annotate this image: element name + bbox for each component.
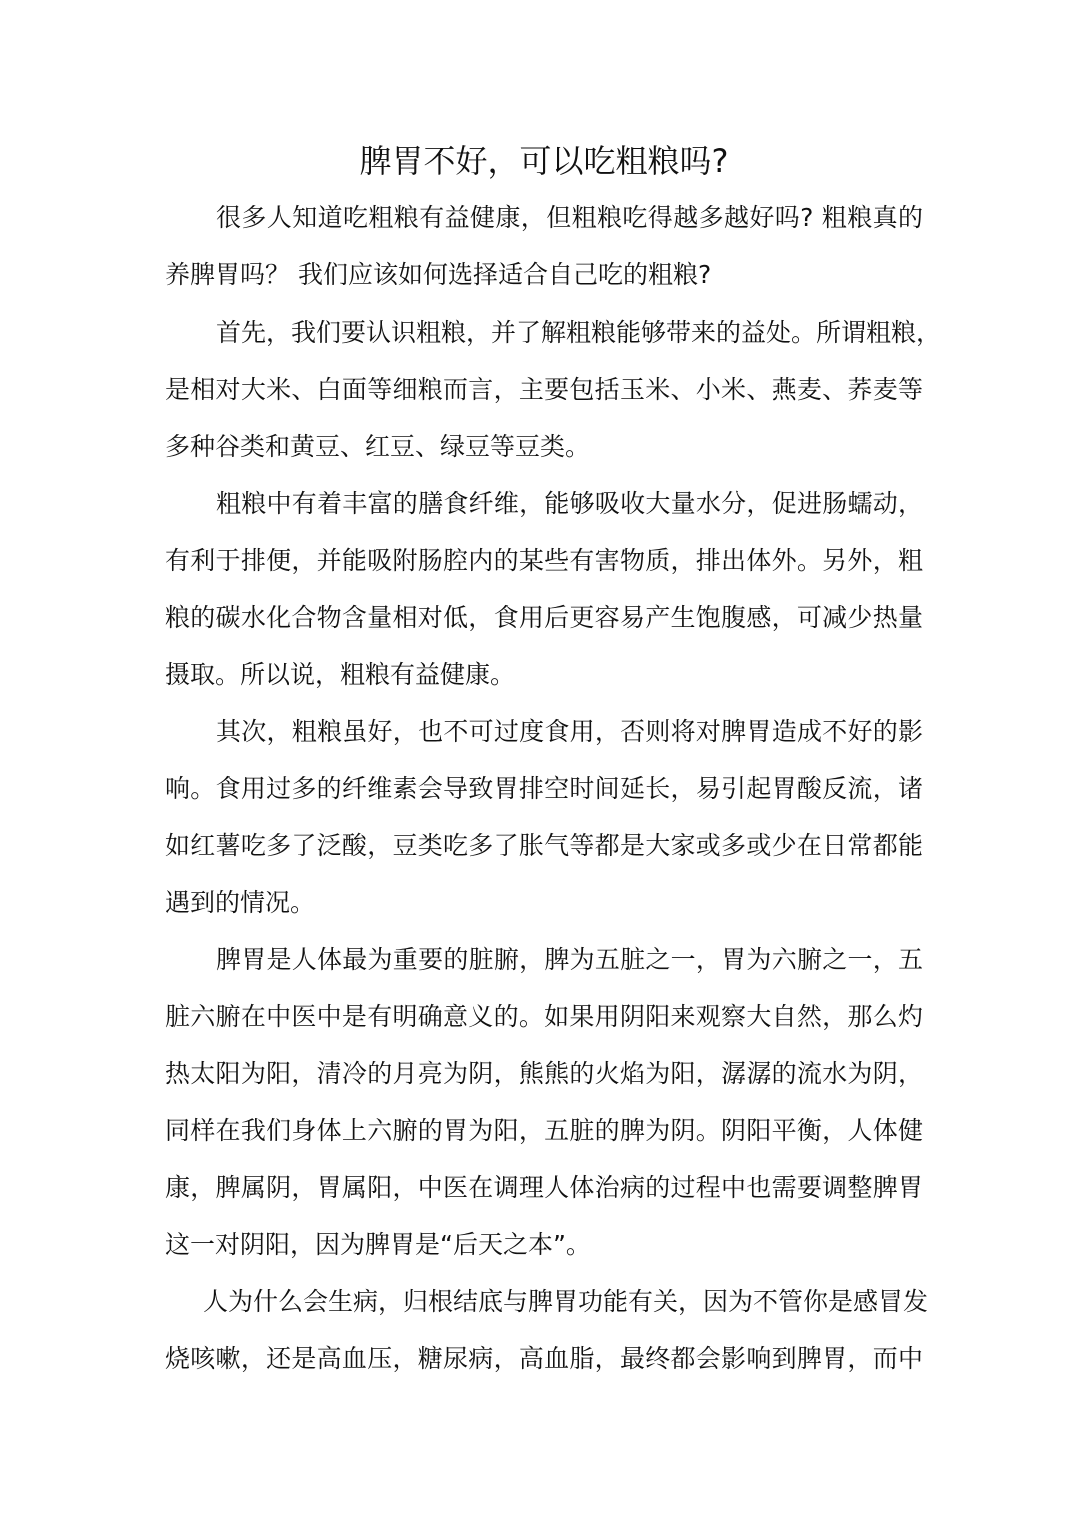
paragraph-line: 遇到的情况。 [165, 888, 316, 917]
document-title: 脾胃不好，可以吃粗粮吗? [359, 142, 729, 180]
paragraph-line: 首先，我们要认识粗粮，并了解粗粮能够带来的益处。所谓粗粮， [216, 318, 942, 347]
paragraph-line: 有利于排便，并能吸附肠腔内的某些有害物质，排出体外。另外，粗 [165, 546, 923, 575]
paragraph-line: 脏六腑在中医中是有明确意义的。如果用阴阳来观察大自然，那么灼 [165, 1002, 923, 1031]
paragraph-line: 是相对大米、白面等细粮而言，主要包括玉米、小米、燕麦、荞麦等 [165, 375, 923, 404]
paragraph-line: 康，脾属阴，胃属阳，中医在调理人体治病的过程中也需要调整脾胃 [165, 1173, 923, 1202]
paragraph-line: 多种谷类和黄豆、红豆、绿豆等豆类。 [165, 432, 591, 461]
paragraph-line: 脾胃是人体最为重要的脏腑，脾为五脏之一，胃为六腑之一，五 [216, 945, 923, 974]
paragraph-line: 很多人知道吃粗粮有益健康，但粗粮吃得越多越好吗? 粗粮真的 [216, 203, 923, 232]
paragraph-line: 摄取。所以说，粗粮有益健康。 [165, 660, 516, 689]
paragraph-line: 这一对阴阳，因为脾胃是“后天之本”。 [165, 1230, 591, 1259]
paragraph-line: 养脾胃吗？ 我们应该如何选择适合自己吃的粗粮? [165, 260, 712, 289]
paragraph-line: 人为什么会生病，归根结底与脾胃功能有关，因为不管你是感冒发 [203, 1287, 929, 1316]
paragraph-line: 其次，粗粮虽好，也不可过度食用，否则将对脾胃造成不好的影 [216, 717, 923, 746]
paragraph-line: 热太阳为阳，清冷的月亮为阴，熊熊的火焰为阳，潺潺的流水为阴， [165, 1059, 923, 1088]
paragraph-line: 粮的碳水化合物含量相对低，食用后更容易产生饱腹感，可减少热量 [165, 603, 923, 632]
paragraph-line: 响。食用过多的纤维素会导致胃排空时间延长，易引起胃酸反流，诸 [165, 774, 923, 803]
paragraph-line: 烧咳嗽，还是高血压，糖尿病，高血脂，最终都会影响到脾胃，而中 [165, 1344, 923, 1373]
paragraph-line: 如红薯吃多了泛酸，豆类吃多了胀气等都是大家或多或少在日常都能 [165, 831, 923, 860]
paragraph-line: 粗粮中有着丰富的膳食纤维，能够吸收大量水分，促进肠蠕动， [216, 489, 923, 518]
paragraph-line: 同样在我们身体上六腑的胃为阳，五脏的脾为阴。阴阳平衡，人体健 [165, 1116, 923, 1145]
